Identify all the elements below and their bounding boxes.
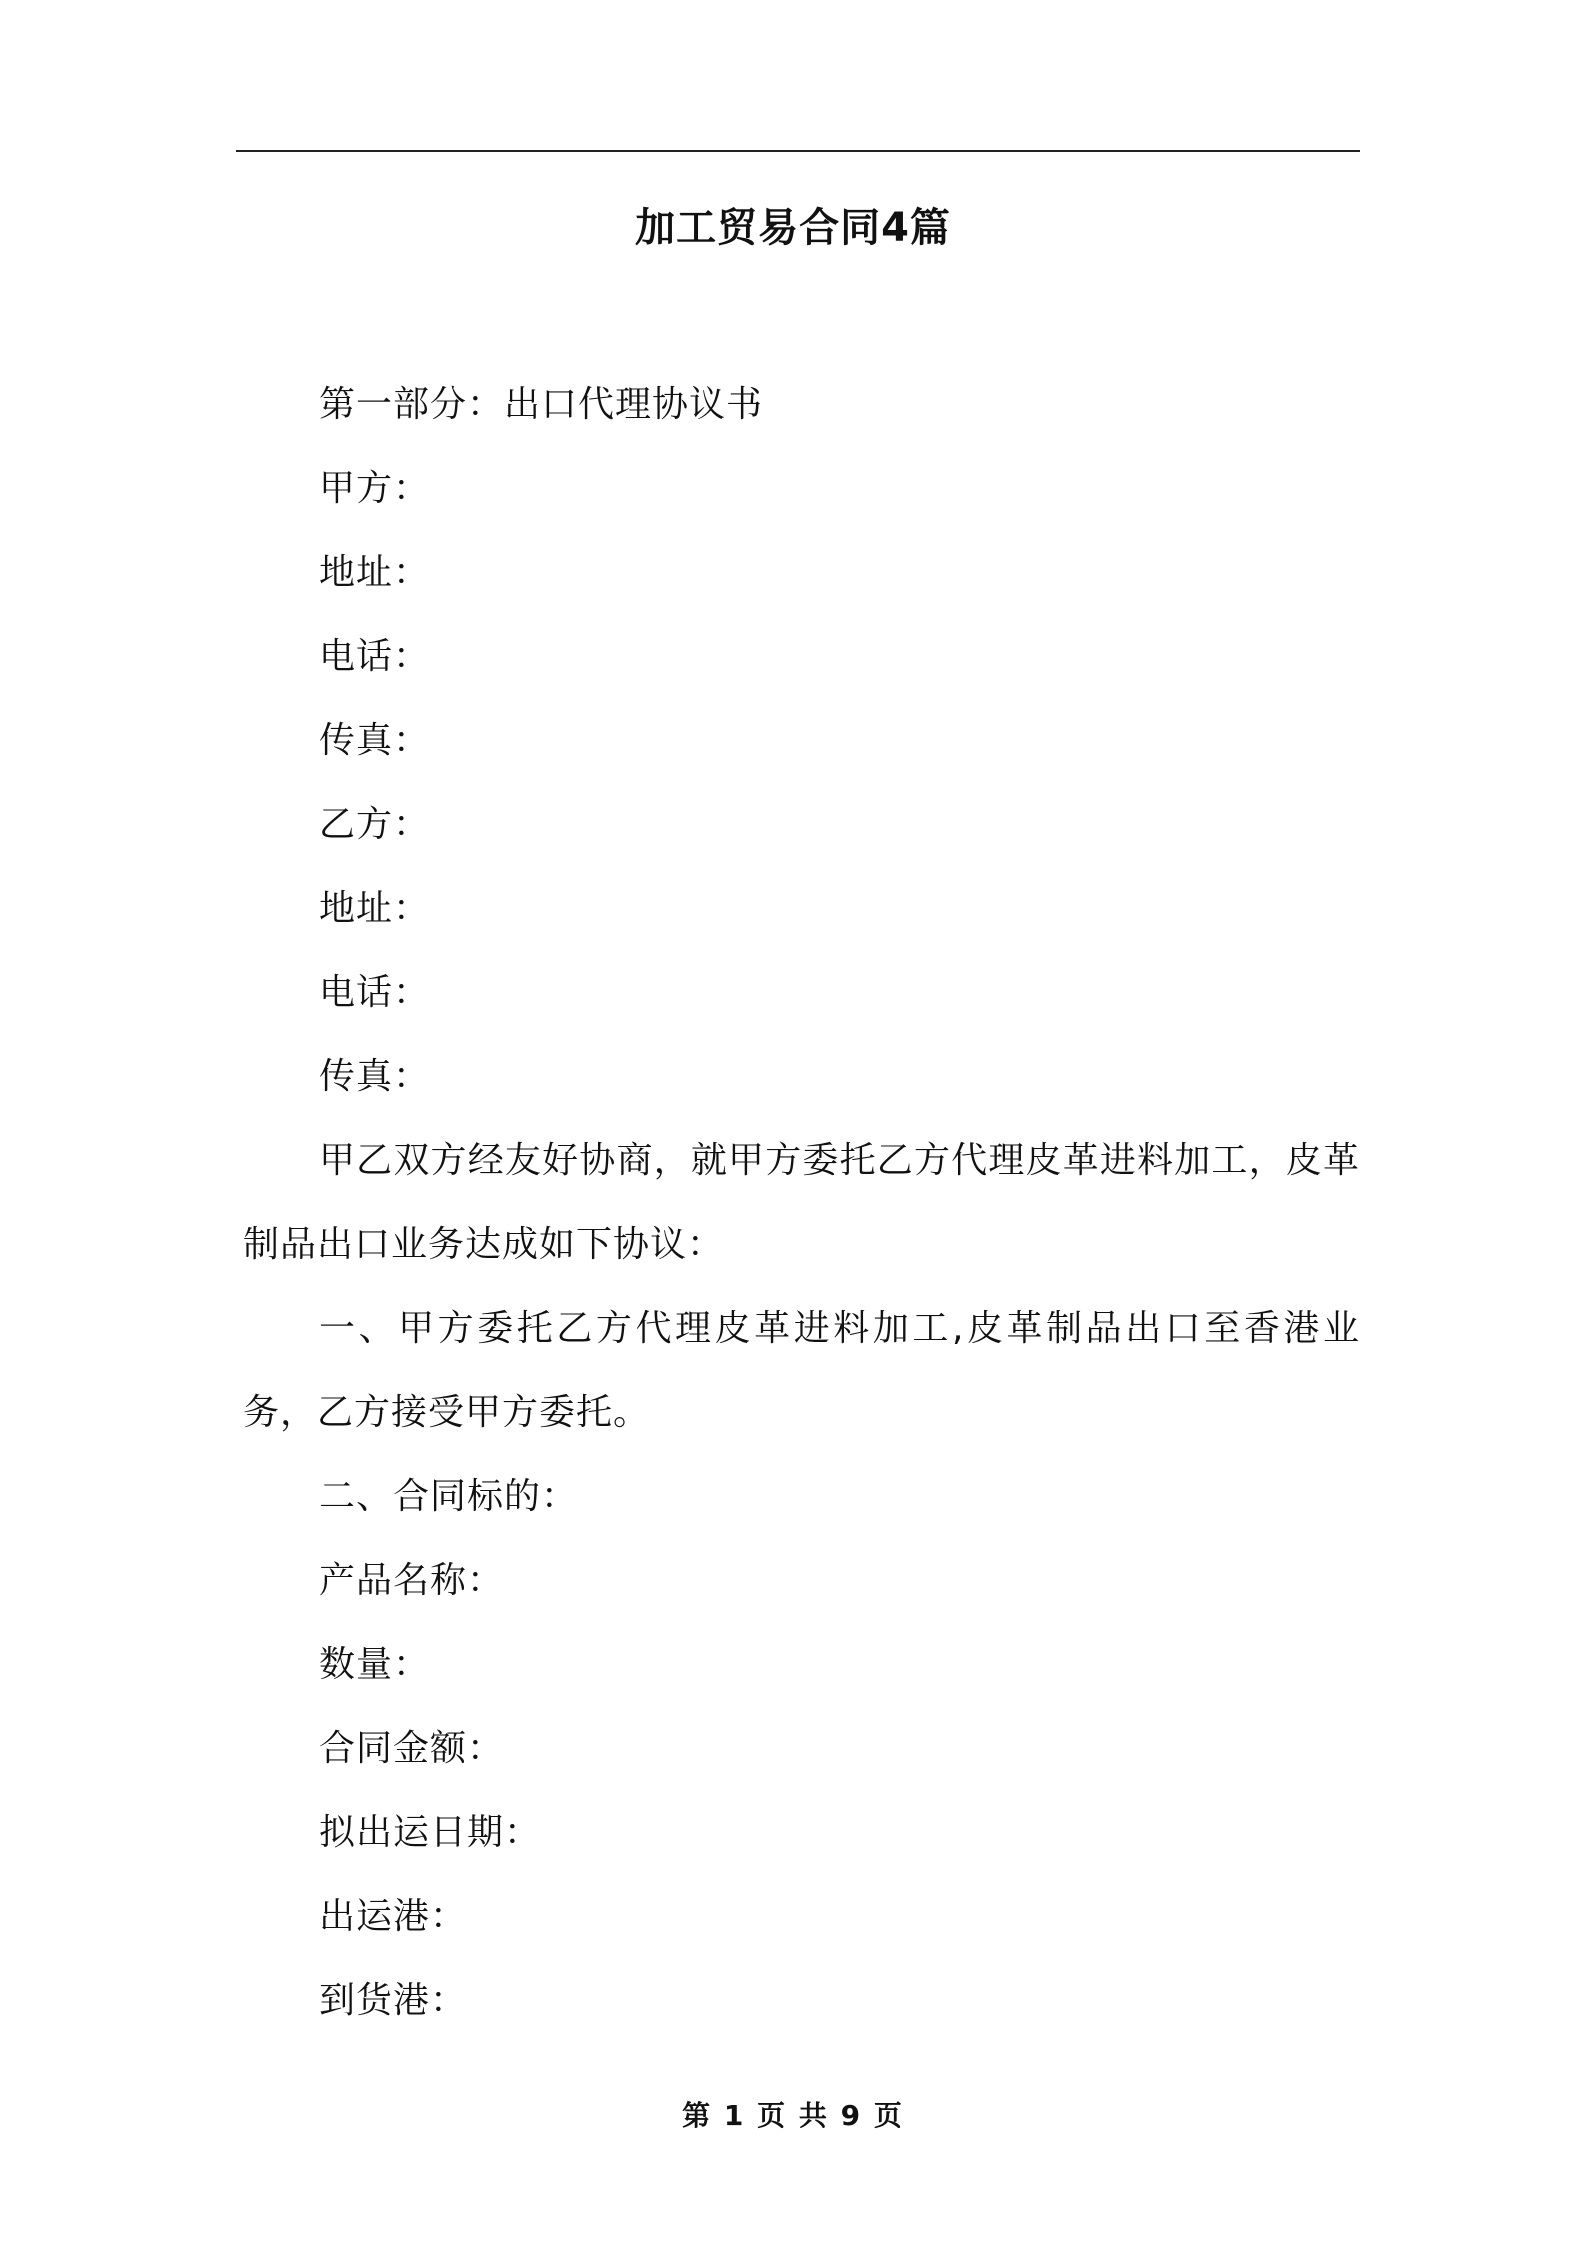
document-body — [243, 363, 1360, 2043]
party-a-fax: 传真： — [319, 720, 431, 761]
party-b-address: 地址： — [319, 888, 431, 929]
port-of-destination-field: 到货港： — [319, 1980, 468, 2021]
clause-two-heading: 二、合同标的： — [319, 1476, 579, 1517]
document-title: 加工贸易合同4篇 — [635, 205, 951, 251]
clause-one-paragraph: 一、甲方委托乙方代理皮革进料加工,皮革制品出口至香港业务，乙方接受甲方委托。 — [243, 1308, 1360, 1433]
party-b-phone: 电话： — [319, 972, 431, 1013]
port-of-loading-field: 出运港： — [319, 1896, 468, 1937]
quantity-field: 数量： — [319, 1644, 431, 1685]
party-b-label: 乙方： — [319, 804, 431, 845]
party-b-fax: 传真： — [319, 1056, 431, 1097]
header-rule — [236, 150, 1360, 152]
page-number-footer: 第 1 页 共 9 页 — [682, 2099, 904, 2132]
party-a-label: 甲方： — [319, 468, 431, 509]
contract-amount-field: 合同金额： — [319, 1728, 505, 1769]
party-a-address: 地址： — [319, 552, 431, 593]
product-name-field: 产品名称： — [319, 1560, 505, 1601]
agreement-intro-paragraph: 甲乙双方经友好协商，就甲方委托乙方代理皮革进料加工，皮革制品出口业务达成如下协议： — [243, 1140, 1360, 1265]
party-a-phone: 电话： — [319, 636, 431, 677]
shipment-date-field: 拟出运日期： — [319, 1812, 542, 1853]
section-heading: 第一部分：出口代理协议书 — [319, 384, 764, 425]
